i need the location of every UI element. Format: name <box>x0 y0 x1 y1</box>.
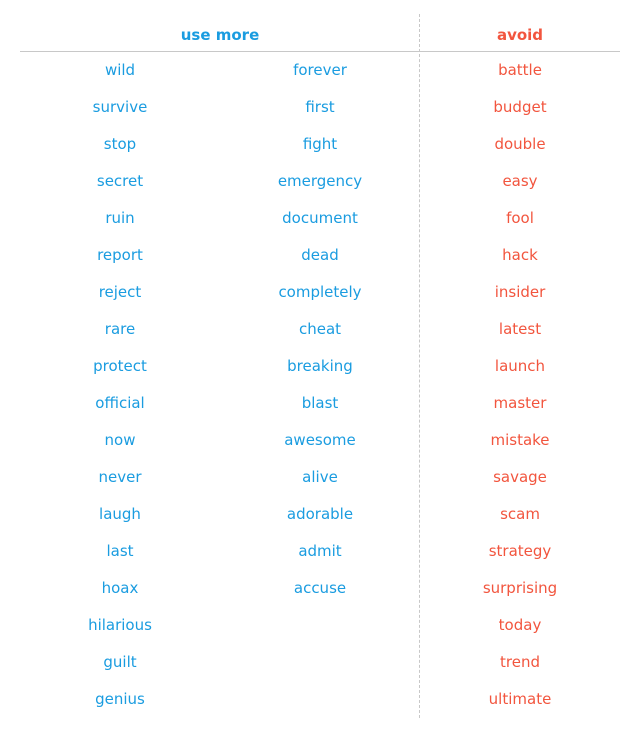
use-more-word: protect <box>93 357 147 375</box>
use-more-word: fight <box>302 135 338 153</box>
header-divider <box>20 51 620 52</box>
use-more-word: document <box>282 209 358 227</box>
use-more-word: last <box>106 542 134 560</box>
use-more-word: ruin <box>105 209 135 227</box>
use-more-word: rare <box>104 320 136 338</box>
use-more-word: laugh <box>99 505 141 523</box>
avoid-word: strategy <box>488 542 552 560</box>
use-more-word: cheat <box>298 320 342 338</box>
use-more-column-1 <box>20 59 220 725</box>
use-more-word: breaking <box>287 357 353 375</box>
avoid-word: easy <box>502 172 538 190</box>
use-more-word: survive <box>92 98 148 116</box>
avoid-word: ultimate <box>488 690 552 708</box>
avoid-word: launch <box>494 357 546 375</box>
use-more-word: genius <box>95 690 145 708</box>
use-more-word: now <box>104 431 136 449</box>
use-more-word: alive <box>302 468 338 486</box>
use-more-word: first <box>305 98 335 116</box>
use-more-word: admit <box>298 542 342 560</box>
use-more-word: emergency <box>277 172 363 190</box>
avoid-word: today <box>498 616 542 634</box>
avoid-word: trend <box>500 653 540 671</box>
use-more-word: stop <box>103 135 137 153</box>
avoid-word: fool <box>506 209 534 227</box>
avoid-word: budget <box>493 98 547 116</box>
use-more-word: accuse <box>293 579 347 597</box>
avoid-word: scam <box>500 505 540 523</box>
use-more-word: dead <box>301 246 339 264</box>
use-more-word: secret <box>96 172 144 190</box>
use-more-word: never <box>98 468 142 486</box>
avoid-column <box>420 59 620 725</box>
use-more-word: completely <box>278 283 362 301</box>
use-more-word: official <box>95 394 145 412</box>
use-more-word: report <box>97 246 143 264</box>
avoid-word: mistake <box>490 431 550 449</box>
avoid-word: latest <box>498 320 542 338</box>
avoid-word: surprising <box>482 579 558 597</box>
use-more-word: guilt <box>103 653 137 671</box>
header-avoid: avoid <box>496 26 544 44</box>
avoid-word: master <box>493 394 547 412</box>
word-table <box>20 14 620 718</box>
use-more-word: blast <box>301 394 339 412</box>
use-more-column-2 <box>220 59 420 614</box>
use-more-word: adorable <box>286 505 354 523</box>
avoid-word: savage <box>493 468 547 486</box>
use-more-word: awesome <box>284 431 356 449</box>
use-more-word: reject <box>98 283 142 301</box>
use-more-word: forever <box>293 61 347 79</box>
avoid-word: double <box>494 135 546 153</box>
avoid-word: insider <box>494 283 546 301</box>
use-more-word: wild <box>104 61 136 79</box>
use-more-word: hoax <box>101 579 139 597</box>
header-use-more: use more <box>180 26 260 44</box>
use-more-word: hilarious <box>88 616 152 634</box>
avoid-word: hack <box>502 246 538 264</box>
avoid-word: battle <box>498 61 542 79</box>
